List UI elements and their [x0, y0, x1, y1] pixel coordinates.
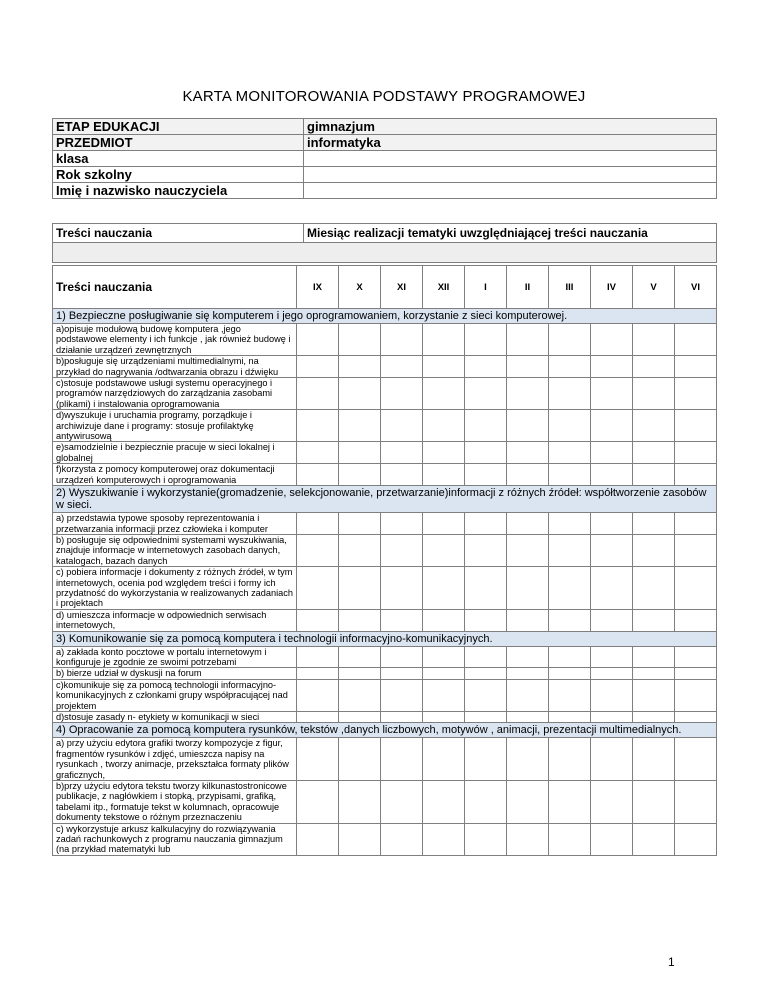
month-cell[interactable]: [423, 712, 465, 723]
info-value[interactable]: [304, 167, 717, 183]
month-cell[interactable]: [423, 356, 465, 378]
month-cell[interactable]: [591, 378, 633, 410]
info-value[interactable]: gimnazjum: [304, 119, 717, 135]
item-text: f)korzysta z pomocy komputerowej oraz dokumentacji urządzeń komputerowych i oprogramowania: [53, 464, 297, 486]
month-cell[interactable]: [423, 464, 465, 486]
month-cell[interactable]: [423, 823, 465, 855]
month-header: III: [549, 266, 591, 309]
month-header: X: [339, 266, 381, 309]
month-cell[interactable]: [591, 324, 633, 356]
month-header: V: [633, 266, 675, 309]
month-cell[interactable]: [549, 712, 591, 723]
item-row: [53, 781, 717, 824]
item-text: a) przy użyciu edytora grafiki tworzy kompozycje z figur, fragmentów rysunków i zdjęć, umieszcza napisy na rysunkach , tworzy animacje, przekształca formaty plików graficznych,: [53, 738, 297, 781]
month-cell[interactable]: [423, 781, 465, 824]
info-label: ETAP EDUKACJI: [53, 119, 304, 135]
month-cell[interactable]: [549, 324, 591, 356]
month-cell[interactable]: [465, 781, 507, 824]
item-text: b) posługuje się odpowiednimi systemami wyszukiwania, znajduje informacje w internetowych zasobach danych, katalogach, bazach danych: [53, 534, 297, 566]
month-cell[interactable]: [297, 823, 339, 855]
month-cell[interactable]: [297, 464, 339, 486]
month-cell[interactable]: [549, 567, 591, 610]
header-right: Miesiąc realizacji tematyki uwzględniającej treści nauczania: [304, 224, 717, 243]
month-cell[interactable]: [507, 679, 549, 711]
month-cell[interactable]: [507, 738, 549, 781]
month-header: IX: [297, 266, 339, 309]
month-cell[interactable]: [465, 324, 507, 356]
month-cell[interactable]: [633, 823, 675, 855]
month-header: II: [507, 266, 549, 309]
month-cell[interactable]: [339, 668, 381, 679]
month-cell[interactable]: [339, 464, 381, 486]
month-cell[interactable]: [423, 567, 465, 610]
month-cell[interactable]: [591, 442, 633, 464]
month-cell[interactable]: [549, 668, 591, 679]
month-cell[interactable]: [549, 738, 591, 781]
header-table: [52, 223, 717, 263]
item-text: d)wyszukuje i uruchamia programy, porządkuje i archiwizuje dane i programy: stosuje profilaktykę antywirusową: [53, 410, 297, 442]
month-cell[interactable]: [633, 464, 675, 486]
month-cell[interactable]: [675, 646, 717, 668]
month-cell[interactable]: [465, 679, 507, 711]
month-cell[interactable]: [675, 823, 717, 855]
month-cell[interactable]: [297, 781, 339, 824]
month-cell[interactable]: [591, 534, 633, 566]
month-cell[interactable]: [507, 464, 549, 486]
month-cell[interactable]: [381, 609, 423, 631]
month-cell[interactable]: [423, 609, 465, 631]
month-cell[interactable]: [507, 324, 549, 356]
month-cell[interactable]: [381, 712, 423, 723]
month-cell[interactable]: [633, 738, 675, 781]
month-cell[interactable]: [591, 410, 633, 442]
month-cell[interactable]: [381, 823, 423, 855]
month-cell[interactable]: [675, 356, 717, 378]
month-cell[interactable]: [633, 781, 675, 824]
month-cell[interactable]: [507, 356, 549, 378]
item-text: e)samodzielnie i bezpiecznie pracuje w sieci lokalnej i globalnej: [53, 442, 297, 464]
item-row: [53, 712, 717, 723]
month-cell[interactable]: [675, 378, 717, 410]
month-cell[interactable]: [507, 781, 549, 824]
page-number: 1: [668, 955, 675, 969]
item-text: a) zakłada konto pocztowe w portalu internetowym i konfiguruje je zgodnie ze swoimi potrzebami: [53, 646, 297, 668]
item-row: [53, 668, 717, 679]
month-cell[interactable]: [423, 442, 465, 464]
month-cell[interactable]: [339, 324, 381, 356]
item-text: d)stosuje zasady n- etykiety w komunikacji w sieci: [53, 712, 297, 723]
month-cell[interactable]: [465, 464, 507, 486]
month-cell[interactable]: [381, 668, 423, 679]
month-cell[interactable]: [465, 646, 507, 668]
month-cell[interactable]: [633, 609, 675, 631]
item-row: [53, 738, 717, 781]
month-cell[interactable]: [423, 324, 465, 356]
month-cell[interactable]: [339, 442, 381, 464]
month-cell[interactable]: [297, 668, 339, 679]
month-cell[interactable]: [465, 378, 507, 410]
month-cell[interactable]: [549, 513, 591, 535]
info-table: [52, 118, 717, 199]
month-cell[interactable]: [633, 513, 675, 535]
month-cell[interactable]: [465, 738, 507, 781]
month-cell[interactable]: [465, 513, 507, 535]
month-cell[interactable]: [675, 442, 717, 464]
month-cell[interactable]: [381, 464, 423, 486]
month-cell[interactable]: [675, 609, 717, 631]
month-cell[interactable]: [549, 823, 591, 855]
month-cell[interactable]: [633, 378, 675, 410]
month-header: VI: [675, 266, 717, 309]
month-cell[interactable]: [297, 324, 339, 356]
info-label: Rok szkolny: [53, 167, 304, 183]
month-header: XI: [381, 266, 423, 309]
month-cell[interactable]: [633, 324, 675, 356]
month-cell[interactable]: [675, 534, 717, 566]
month-cell[interactable]: [675, 679, 717, 711]
month-cell[interactable]: [507, 378, 549, 410]
info-row: [53, 151, 717, 167]
item-row: [53, 378, 717, 410]
month-header: XII: [423, 266, 465, 309]
month-cell[interactable]: [339, 534, 381, 566]
month-cell[interactable]: [381, 442, 423, 464]
info-label: klasa: [53, 151, 304, 167]
month-header: IV: [591, 266, 633, 309]
info-row: [53, 167, 717, 183]
month-cell[interactable]: [297, 609, 339, 631]
month-cell[interactable]: [675, 464, 717, 486]
month-cell[interactable]: [675, 410, 717, 442]
section-row: [53, 309, 717, 324]
month-cell[interactable]: [465, 712, 507, 723]
month-cell[interactable]: [297, 712, 339, 723]
month-cell[interactable]: [297, 442, 339, 464]
section-row: [53, 486, 717, 513]
month-cell[interactable]: [297, 410, 339, 442]
month-cell[interactable]: [465, 567, 507, 610]
month-cell[interactable]: [423, 738, 465, 781]
month-cell[interactable]: [507, 609, 549, 631]
month-cell[interactable]: [381, 781, 423, 824]
item-text: b) bierze udział w dyskusji na forum: [53, 668, 297, 679]
month-cell[interactable]: [423, 646, 465, 668]
month-cell[interactable]: [549, 410, 591, 442]
month-header: I: [465, 266, 507, 309]
month-cell[interactable]: [423, 410, 465, 442]
month-cell[interactable]: [297, 679, 339, 711]
month-cell[interactable]: [591, 464, 633, 486]
month-cell[interactable]: [465, 442, 507, 464]
month-cell[interactable]: [591, 513, 633, 535]
month-cell[interactable]: [507, 823, 549, 855]
month-cell[interactable]: [339, 712, 381, 723]
month-cell[interactable]: [507, 668, 549, 679]
month-cell[interactable]: [465, 609, 507, 631]
month-cell[interactable]: [633, 356, 675, 378]
item-row: [53, 442, 717, 464]
item-row: [53, 513, 717, 535]
month-cell[interactable]: [465, 410, 507, 442]
month-cell[interactable]: [591, 823, 633, 855]
month-cell[interactable]: [633, 442, 675, 464]
month-cell[interactable]: [591, 679, 633, 711]
month-cell[interactable]: [633, 567, 675, 610]
month-cell[interactable]: [381, 567, 423, 610]
header-spacer: [53, 243, 717, 263]
item-row: [53, 464, 717, 486]
month-cell[interactable]: [465, 823, 507, 855]
month-cell[interactable]: [423, 668, 465, 679]
month-cell[interactable]: [549, 378, 591, 410]
month-cell[interactable]: [549, 609, 591, 631]
month-cell[interactable]: [549, 534, 591, 566]
item-text: b)posługuje się urządzeniami multimedialnymi, na przykład do nagrywania /odtwarzania obrazu i dźwięku: [53, 356, 297, 378]
month-cell[interactable]: [465, 534, 507, 566]
info-value[interactable]: [304, 151, 717, 167]
month-cell[interactable]: [381, 513, 423, 535]
month-cell[interactable]: [675, 738, 717, 781]
month-cell[interactable]: [423, 679, 465, 711]
info-row: [53, 135, 717, 151]
month-cell[interactable]: [675, 513, 717, 535]
month-cell[interactable]: [381, 378, 423, 410]
month-cell[interactable]: [381, 356, 423, 378]
month-cell[interactable]: [633, 712, 675, 723]
item-row: [53, 410, 717, 442]
month-cell[interactable]: [297, 567, 339, 610]
month-cell[interactable]: [465, 356, 507, 378]
section-row: [53, 723, 717, 738]
month-cell[interactable]: [507, 534, 549, 566]
month-cell[interactable]: [297, 534, 339, 566]
month-cell[interactable]: [591, 738, 633, 781]
month-cell[interactable]: [465, 668, 507, 679]
month-cell[interactable]: [507, 712, 549, 723]
item-text: c) wykorzystuje arkusz kalkulacyjny do rozwiązywania zadań rachunkowych z programu nauczania gimnazjum (na przykład matematyki lub: [53, 823, 297, 855]
month-cell[interactable]: [339, 378, 381, 410]
item-row: [53, 646, 717, 668]
month-cell[interactable]: [297, 378, 339, 410]
item-text: c)stosuje podstawowe usługi systemu operacyjnego i programów narzędziowych do zarządzania zasobami (plikami) i instalowania oprogramowania: [53, 378, 297, 410]
month-cell[interactable]: [297, 738, 339, 781]
month-cell[interactable]: [381, 646, 423, 668]
month-cell[interactable]: [591, 356, 633, 378]
month-cell[interactable]: [591, 668, 633, 679]
item-row: [53, 324, 717, 356]
info-row: [53, 183, 717, 199]
section-row: [53, 631, 717, 646]
item-text: a)opisuje modułową budowę komputera ,jego podstawowe elementy i ich funkcje , jak również budowę i działanie urządzeń zewnętrznych: [53, 324, 297, 356]
month-cell[interactable]: [339, 567, 381, 610]
month-cell[interactable]: [381, 324, 423, 356]
month-cell[interactable]: [381, 738, 423, 781]
month-cell[interactable]: [297, 513, 339, 535]
month-cell[interactable]: [549, 442, 591, 464]
month-cell[interactable]: [675, 567, 717, 610]
info-label: Imię i nazwisko nauczyciela: [53, 183, 304, 199]
item-row: [53, 609, 717, 631]
month-cell[interactable]: [675, 781, 717, 824]
month-cell[interactable]: [549, 464, 591, 486]
item-row: [53, 356, 717, 378]
section-title: 3) Komunikowanie się za pomocą komputera i technologii informacyjno-komunikacyjnych.: [53, 631, 717, 646]
month-cell[interactable]: [381, 534, 423, 566]
month-cell[interactable]: [339, 781, 381, 824]
header-left: Treści nauczania: [53, 224, 304, 243]
month-cell[interactable]: [423, 378, 465, 410]
info-row: [53, 119, 717, 135]
month-cell[interactable]: [507, 646, 549, 668]
month-cell[interactable]: [591, 646, 633, 668]
month-cell[interactable]: [675, 668, 717, 679]
item-text: c)komunikuje się za pomocą technologii informacyjno-komunikacyjnych z członkami grupy współpracującej nad projektem: [53, 679, 297, 711]
item-text: b)przy użyciu edytora tekstu tworzy kilkunastostronicowe publikacje, z nagłówkiem i stopką, przypisami, grafiką, tabelami itp., formatuje tekst w kolumnach, opracowuje dokumenty tekstowe o różnym przeznaczeniu: [53, 781, 297, 824]
month-cell[interactable]: [423, 513, 465, 535]
month-cell[interactable]: [381, 679, 423, 711]
month-cell[interactable]: [633, 668, 675, 679]
month-cell[interactable]: [633, 679, 675, 711]
item-row: [53, 679, 717, 711]
item-text: d) umieszcza informacje w odpowiednich serwisach internetowych,: [53, 609, 297, 631]
month-cell[interactable]: [549, 679, 591, 711]
month-cell[interactable]: [675, 324, 717, 356]
month-cell[interactable]: [339, 356, 381, 378]
month-cell[interactable]: [297, 356, 339, 378]
month-cell[interactable]: [591, 712, 633, 723]
month-cell[interactable]: [549, 781, 591, 824]
month-cell[interactable]: [339, 646, 381, 668]
item-row: [53, 823, 717, 855]
item-text: a) przedstawia typowe sposoby reprezentowania i przetwarzania informacji przez człowieka i komputer: [53, 513, 297, 535]
month-cell[interactable]: [339, 823, 381, 855]
month-cell[interactable]: [591, 609, 633, 631]
month-cell[interactable]: [339, 410, 381, 442]
item-row: [53, 567, 717, 610]
info-label: PRZEDMIOT: [53, 135, 304, 151]
info-value[interactable]: informatyka: [304, 135, 717, 151]
month-cell[interactable]: [339, 679, 381, 711]
month-cell[interactable]: [633, 646, 675, 668]
month-cell[interactable]: [297, 646, 339, 668]
month-cell[interactable]: [507, 567, 549, 610]
info-value[interactable]: [304, 183, 717, 199]
month-cell[interactable]: [591, 781, 633, 824]
month-cell[interactable]: [633, 534, 675, 566]
month-cell[interactable]: [549, 646, 591, 668]
month-cell[interactable]: [549, 356, 591, 378]
curriculum-grid: [52, 265, 717, 856]
month-cell[interactable]: [507, 442, 549, 464]
month-cell[interactable]: [507, 513, 549, 535]
month-cell[interactable]: [339, 738, 381, 781]
page-title: KARTA MONITOROWANIA PODSTAWY PROGRAMOWEJ: [182, 88, 586, 105]
month-cell[interactable]: [381, 410, 423, 442]
item-text: c) pobiera informacje i dokumenty z różnych źródeł, w tym internetowych, ocenia pod względem treści i formy ich przydatność do wykorzystania w realizowanych zadaniach i projektach: [53, 567, 297, 610]
month-cell[interactable]: [339, 609, 381, 631]
section-title: 1) Bezpieczne posługiwanie się komputerem i jego oprogramowaniem, korzystanie z sieci komputerowej.: [53, 309, 717, 324]
month-cell[interactable]: [507, 410, 549, 442]
section-title: 4) Opracowanie za pomocą komputera rysunków, tekstów ,danych liczbowych, motywów , animacji, prezentacji multimedialnych.: [53, 723, 717, 738]
month-cell[interactable]: [423, 534, 465, 566]
section-title: 2) Wyszukiwanie i wykorzystanie(gromadzenie, selekcjonowanie, przetwarzanie)informacji z różnych źródeł: współtworzenie zasobów w sieci.: [53, 486, 717, 513]
month-cell[interactable]: [675, 712, 717, 723]
item-row: [53, 534, 717, 566]
month-cell[interactable]: [633, 410, 675, 442]
grid-first-header: Treści nauczania: [53, 266, 297, 309]
month-cell[interactable]: [591, 567, 633, 610]
month-cell[interactable]: [339, 513, 381, 535]
